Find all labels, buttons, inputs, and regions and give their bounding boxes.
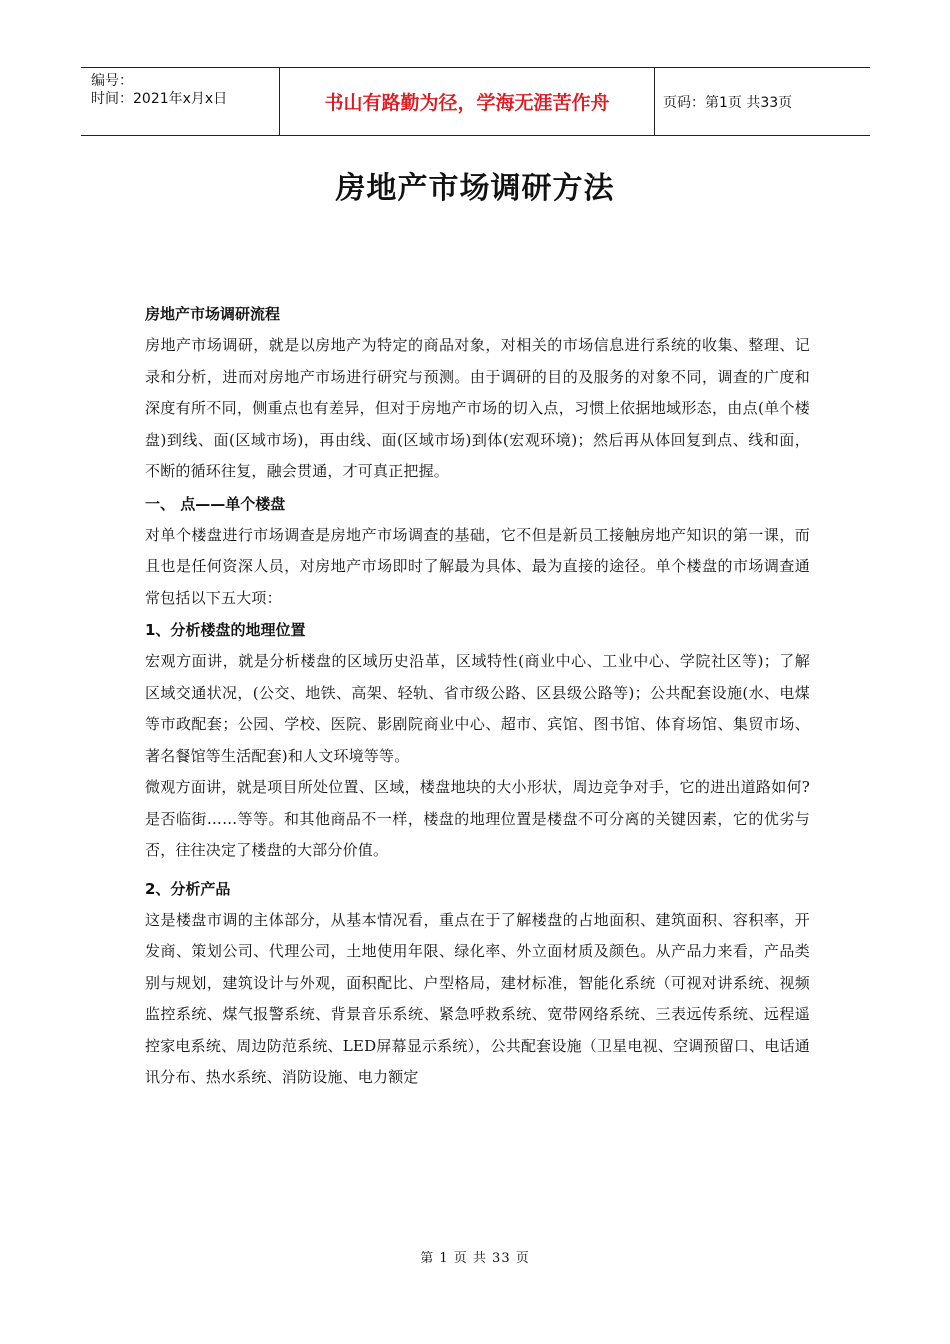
- header-meta-cell: [81, 68, 280, 135]
- header-motto-cell: [280, 68, 655, 135]
- document-body: [145, 298, 810, 1094]
- paragraph-macro: 宏观方面讲，就是分析楼盘的区域历史沿革，区域特性(商业中心、工业中心、学院社区等)；了解区域交通状况，(公交、地铁、高架、轻轨、省市级公路、区县级公路等)；公共配套设施(水、电煤等市政配套；公园、学校、医院、影剧院商业中心、超市、宾馆、图书馆、体育场馆、集贸市场、著名餐馆等生活配套)和人文环境等等。: [145, 652, 810, 765]
- section-heading-product: 2、分析产品: [145, 879, 231, 898]
- header-page-info: 页码：第1页 共33页: [663, 94, 793, 111]
- header-motto: 书山有路勤为径，学海无涯苦作舟: [324, 92, 610, 114]
- header-page-cell: [655, 68, 870, 135]
- section-heading-point: 一、 点——单个楼盘: [145, 494, 286, 513]
- document-date: 时间：2021年x月x日: [91, 91, 228, 107]
- document-title: 房地产市场调研方法: [335, 171, 615, 206]
- paragraph-point: 对单个楼盘进行市场调查是房地产市场调查的基础，它不但是新员工接触房地产知识的第一课，而且也是任何资深人员，对房地产市场即时了解最为具体、最为直接的途径。单个楼盘的市场调查通常包括以下五大项：: [145, 525, 810, 607]
- header-table: [81, 67, 870, 136]
- paragraph-micro: 微观方面讲，就是项目所处位置、区域，楼盘地块的大小形状，周边竞争对手，它的进出道路如何?是否临街……等等。和其他商品不一样，楼盘的地理位置是楼盘不可分离的关键因素，它的优劣与否，往往决定了楼盘的大部分价值。: [145, 778, 810, 859]
- section-heading-flow: 房地产市场调研流程: [145, 305, 281, 323]
- page-footer: 第 1 页 共 33 页: [420, 1251, 530, 1266]
- paragraph-intro: 房地产市场调研，就是以房地产为特定的商品对象，对相关的市场信息进行系统的收集、整理、记录和分析，进而对房地产市场进行研究与预测。由于调研的目的及服务的对象不同，调查的广度和深度有所不同，侧重点也有差异，但对于房地产市场的切入点，习惯上依据地域形态，由点(单个楼盘)到线、面(区域市场)，再由线、面(区域市场)到体(宏观环境)；然后再从体回复到点、线和面，不断的循环往复，融会贯通，才可真正把握。: [145, 336, 810, 480]
- document-number-label: 编号：: [91, 73, 133, 89]
- paragraph-product: 这是楼盘市调的主体部分，从基本情况看，重点在于了解楼盘的占地面积、建筑面积、容积率，开发商、策划公司、代理公司，土地使用年限、绿化率、外立面材质及颜色。从产品力来看，产品类别与规划，建筑设计与外观，面积配比、户型格局，建材标准，智能化系统（可视对讲系统、视频监控系统、煤气报警系统、背景音乐系统、紧急呼救系统、宽带网络系统、三表远传系统、远程遥控家电系统、周边防范系统、LED屏幕显示系统），公共配套设施（卫星电视、空调预留口、电话通讯分布、热水系统、消防设施、电力额定: [145, 910, 810, 1086]
- section-heading-location: 1、分析楼盘的地理位置: [145, 621, 306, 639]
